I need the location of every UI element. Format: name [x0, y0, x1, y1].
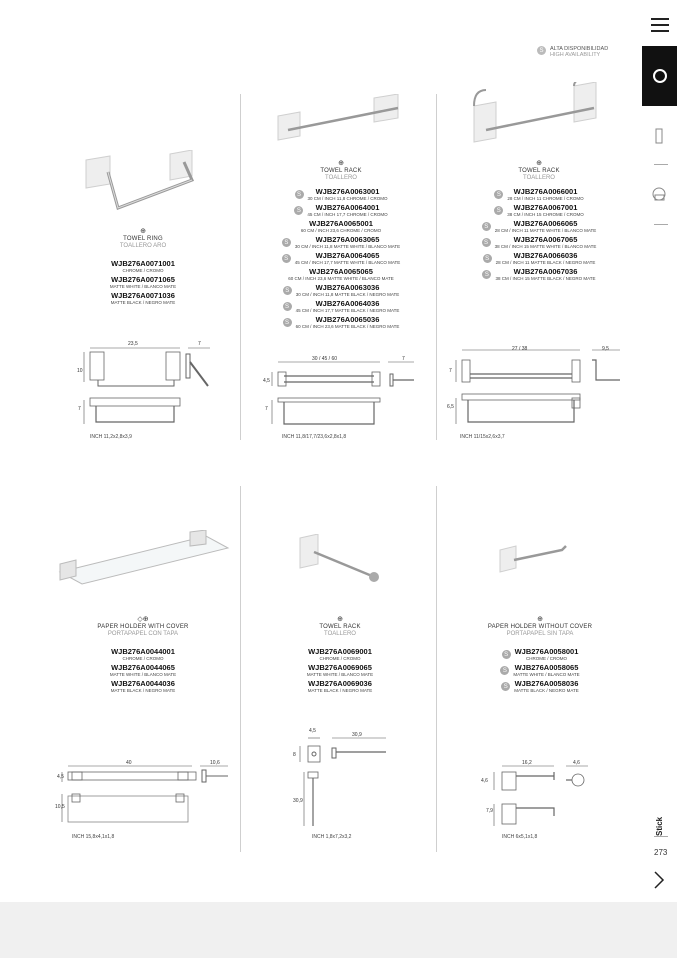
- towel-arm-photo: [296, 534, 386, 588]
- paper-holder-drawing: [482, 760, 594, 832]
- dim-height: 4,5: [57, 774, 64, 780]
- dim-width: 16,2: [522, 760, 532, 766]
- dim-depth: 9,5: [602, 346, 609, 352]
- dim-depth: 7: [198, 341, 201, 347]
- product-title-es: PORTAPAPEL SIN TAPA: [506, 631, 574, 637]
- dim-height-2: 7,9: [486, 808, 493, 814]
- availability-label-en: HIGH AVAILABILITY: [550, 52, 601, 58]
- side-navigation: [642, 0, 677, 902]
- product-code-row: S WJB276A0064065 45 CM / INCH 17,7 MATTE WHITE / BLANCO MATE: [262, 252, 420, 265]
- product-code-row: S WJB276A0067036 38 CM / INCH 15 MATTE BLACK / NEGRO MATE: [458, 268, 620, 281]
- inch-dimensions: INCH 15,8x4,1x1,8: [72, 834, 115, 840]
- dim-width: 27 / 38: [512, 346, 528, 352]
- product-mark: ⊕: [140, 228, 146, 235]
- availability-label-es: ALTA DISPONIBILIDAD: [550, 46, 609, 52]
- product-title-es: TOALLERO: [325, 175, 357, 181]
- product-towel-ring: [70, 228, 216, 308]
- product-mark: ⊕: [537, 616, 543, 623]
- product-code-row: WJB276A0044065 MATTE WHITE / BLANCO MATE: [109, 663, 177, 677]
- availability-legend: [537, 46, 608, 58]
- product-title-es: TOALLERO: [324, 631, 356, 637]
- column-divider: [240, 94, 241, 440]
- product-title-en: TOWEL RACK: [518, 168, 560, 174]
- product-mark: ⊕: [338, 160, 344, 167]
- dim-height: 4,6: [481, 778, 488, 784]
- product-paper-holder-cover: [80, 616, 206, 696]
- column-divider: [240, 486, 241, 852]
- product-code-row: S WJB276A0063036 30 CM / INCH 11,8 MATTE BLACK / NEGRO MATE: [262, 284, 420, 297]
- towel-rack-2-photo: [470, 82, 602, 144]
- inch-dimensions: INCH 11,2x2,8x3,9: [90, 434, 132, 440]
- glass-shelf-drawing: [52, 760, 234, 832]
- dim-width: 23,5: [128, 341, 138, 347]
- product-title-en: TOWEL RING: [123, 236, 163, 242]
- towel-ring-drawing: [76, 338, 221, 438]
- column-divider: [436, 94, 437, 440]
- chevron-right-icon[interactable]: [652, 870, 666, 890]
- product-code-row: WJB276A0071065 MATTE WHITE / BLANCO MATE: [109, 275, 177, 289]
- dim-width: 40: [126, 760, 132, 766]
- sink-icon[interactable]: [651, 186, 667, 202]
- product-code-row: WJB276A0069065 MATTE WHITE / BLANCO MATE: [306, 663, 374, 677]
- dim-height-2: 30,9: [293, 798, 303, 804]
- product-code-row: WJB276A0069036 MATTE BLACK / NEGRO MATE: [307, 679, 373, 693]
- product-title-es: PORTAPAPEL CON TAPA: [107, 631, 179, 637]
- product-code-row: S WJB276A0067001 38 CM / INCH 15 CHROME / CROMO: [458, 204, 620, 217]
- product-code-row: S WJB276A0058001 CHROME / CROMO: [470, 648, 610, 661]
- door-icon[interactable]: [653, 128, 665, 144]
- inch-dimensions: INCH 1,8x7,2x3,2: [312, 834, 352, 840]
- dim-height: 4,5: [263, 378, 270, 384]
- rail-divider: [654, 836, 668, 837]
- dim-depth: 4,5: [309, 728, 316, 734]
- product-code-row: S WJB276A0058036 MATTE BLACK / NEGRO MATE: [470, 680, 610, 693]
- product-code-row: S WJB276A0058065 MATTE WHITE / BLANCO MATE: [470, 664, 610, 677]
- rail-divider: [654, 164, 668, 165]
- inch-dimensions: INCH 11/15x2,6x3,7: [460, 434, 505, 440]
- dim-height: 10: [77, 368, 83, 374]
- towel-rack-1-drawing: [258, 356, 420, 436]
- product-title-en: TOWEL RACK: [320, 168, 362, 174]
- towel-arm-drawing: [290, 732, 400, 832]
- product-title-en: TOWEL RACK: [319, 624, 361, 630]
- towel-rack-photo: [274, 94, 406, 144]
- dim-height-2: 10,5: [55, 804, 65, 810]
- product-code-row: S WJB276A0063001 30 CM / INCH 11,8 CHROME / CROMO: [262, 188, 420, 201]
- dim-depth: 10,6: [210, 760, 220, 766]
- page-number: 273: [654, 848, 668, 857]
- towel-ring-photo: [80, 150, 200, 215]
- product-code-row: WJB276A0065065 60 CM / INCH 23,6 MATTE WHITE / BLANCO MATE: [288, 267, 394, 281]
- product-code-row: WJB276A0071001 CHROME / CROMO: [111, 259, 175, 273]
- dim-depth: 4,6: [573, 760, 580, 766]
- dim-depth: 7: [402, 356, 405, 362]
- product-code-row: S WJB276A0066036 28 CM / INCH 11 MATTE BLACK / NEGRO MATE: [458, 252, 620, 265]
- product-code-row: WJB276A0044001 CHROME / CROMO: [111, 647, 175, 661]
- dim-height: 7: [449, 368, 452, 374]
- product-towel-rack-2: [458, 160, 620, 284]
- product-code-row: S WJB276A0065036 60 CM / INCH 23,6 MATTE BLACK / NEGRO MATE: [262, 316, 420, 329]
- product-towel-rack-1: [262, 160, 420, 332]
- dim-height-2: 7: [265, 406, 268, 412]
- product-code-row: S WJB276A0066001 28 CM / INCH 11 CHROME / CROMO: [458, 188, 620, 201]
- product-code-row: S WJB276A0066065 28 CM / INCH 11 MATTE WHITE / BLANCO MATE: [458, 220, 620, 233]
- dim-height-2: 7: [78, 406, 81, 412]
- availability-badge: S: [537, 46, 546, 55]
- product-towel-rack-3: [274, 616, 406, 696]
- dim-height-2: 6,5: [447, 404, 454, 410]
- product-title-en: PAPER HOLDER WITH COVER: [97, 624, 189, 630]
- product-code-row: WJB276A0065001 60 CM / INCH 23,6 CHROME / CROMO: [300, 219, 382, 233]
- menu-icon[interactable]: [651, 18, 669, 34]
- product-title-es: TOALLERO: [523, 175, 555, 181]
- product-code-row: WJB276A0044036 MATTE BLACK / NEGRO MATE: [110, 679, 176, 693]
- catalog-ring-icon[interactable]: [642, 46, 677, 106]
- product-mark: ⊕: [536, 160, 542, 167]
- product-code-row: S WJB276A0064001 45 CM / INCH 17,7 CHROME / CROMO: [262, 204, 420, 217]
- inch-dimensions: INCH 6x5,1x1,8: [502, 834, 538, 840]
- product-title-es: TOALLERO ARO: [119, 243, 167, 249]
- product-code-row: WJB276A0069001 CHROME / CROMO: [308, 647, 372, 661]
- rail-divider: [654, 224, 668, 225]
- product-title-en: PAPER HOLDER WITHOUT COVER: [487, 624, 593, 630]
- product-mark: ⊕: [337, 616, 343, 623]
- brand-label: Stick: [655, 816, 664, 836]
- column-divider: [436, 486, 437, 852]
- product-code-row: S WJB276A0067065 38 CM / INCH 15 MATTE WHITE / BLANCO MATE: [458, 236, 620, 249]
- dim-height: 8: [293, 752, 296, 758]
- product-code-row: WJB276A0071036 MATTE BLACK / NEGRO MATE: [110, 291, 176, 305]
- dim-width: 30,9: [352, 732, 362, 738]
- product-code-row: S WJB276A0063065 30 CM / INCH 11,8 MATTE WHITE / BLANCO MATE: [262, 236, 420, 249]
- glass-shelf-photo: [56, 530, 232, 590]
- footer-bar: [0, 902, 677, 958]
- towel-rack-2-drawing: [446, 342, 626, 436]
- product-code-row: S WJB276A0064036 45 CM / INCH 17,7 MATTE BLACK / NEGRO MATE: [262, 300, 420, 313]
- product-mark: ◇⊕: [137, 616, 149, 623]
- dim-width: 30 / 45 / 60: [312, 356, 338, 362]
- paper-holder-photo: [496, 542, 576, 582]
- product-paper-holder-no-cover: [470, 616, 610, 696]
- inch-dimensions: INCH 11,8/17,7/23,6x2,8x1,8: [282, 434, 347, 440]
